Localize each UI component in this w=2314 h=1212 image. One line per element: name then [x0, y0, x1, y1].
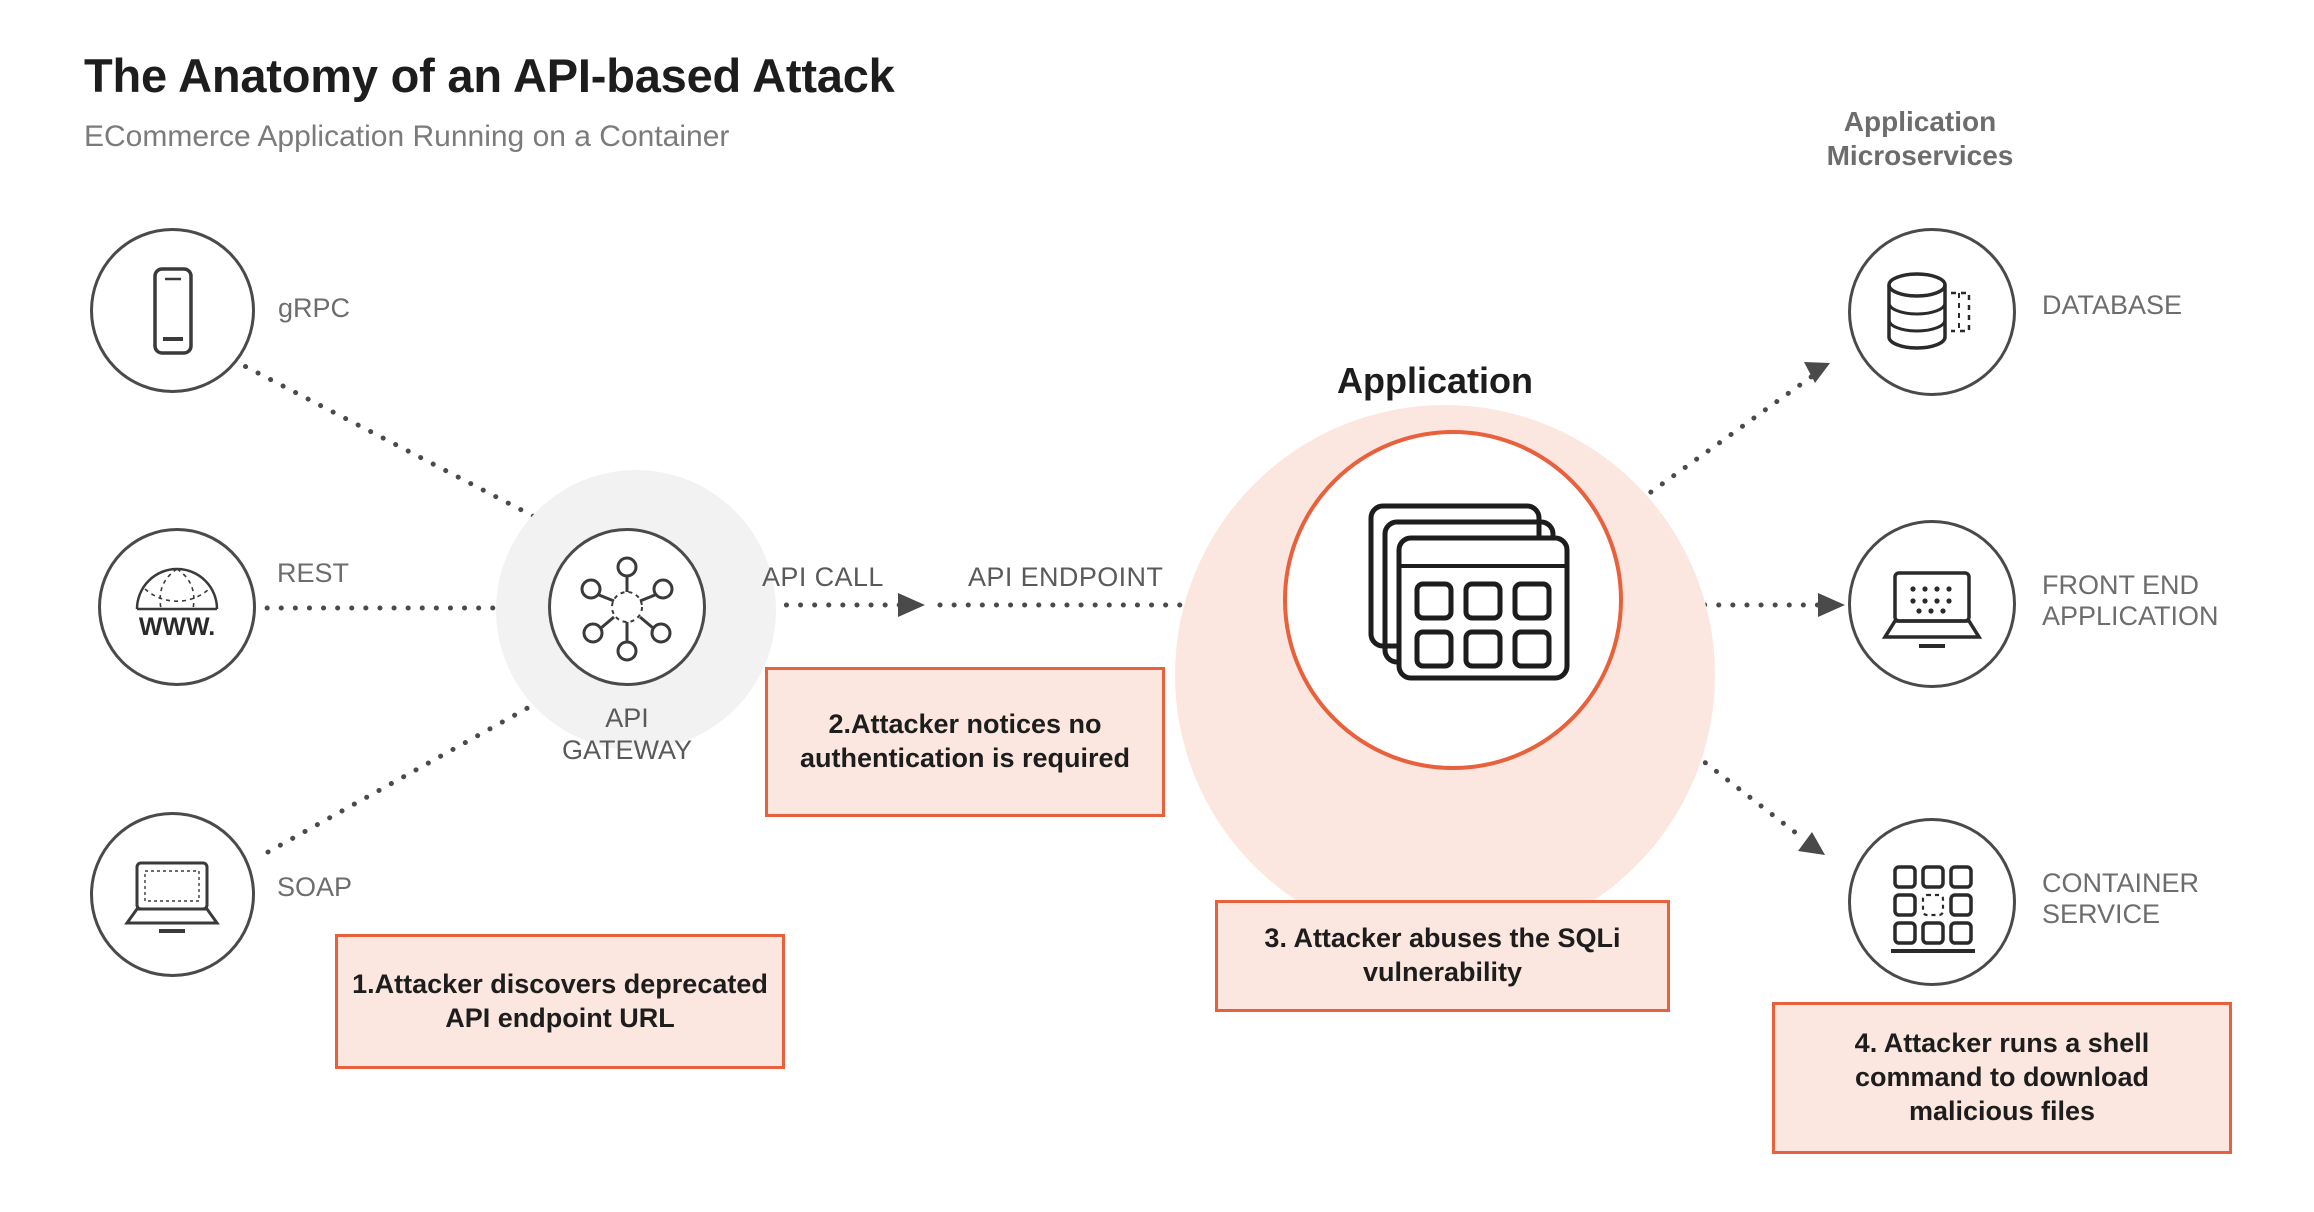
laptop-frontend-icon	[1851, 523, 2013, 685]
client-label-grpc: gRPC	[278, 293, 351, 323]
microservice-label-database: DATABASE	[2042, 290, 2183, 320]
client-node-grpc[interactable]	[90, 228, 255, 393]
mobile-phone-icon	[93, 231, 252, 390]
client-node-soap[interactable]	[90, 812, 255, 977]
application-window-grid-icon	[1287, 434, 1619, 766]
api-gateway-node[interactable]	[548, 528, 706, 686]
microservices-heading-line-2: Microservices	[1826, 139, 2014, 171]
application-heading: Application	[1337, 360, 1533, 401]
microservice-node-database[interactable]	[1848, 228, 2016, 396]
microservice-node-frontend[interactable]	[1848, 520, 2016, 688]
container-grid-icon	[1851, 821, 2013, 983]
callout-step-1: 1.Attacker discovers deprecated API endpoint URL	[335, 934, 785, 1069]
microservice-label-frontend	[2042, 570, 2302, 632]
microservice-label-frontend-line-2: APPLICATION	[2042, 601, 2219, 632]
application-node[interactable]	[1283, 430, 1623, 770]
api-gateway-label	[527, 702, 727, 767]
microservices-heading-line-1: Application	[1843, 106, 1997, 137]
client-node-rest[interactable]	[98, 528, 256, 686]
flow-label-api-call: API CALL	[762, 562, 884, 592]
microservice-node-container[interactable]	[1848, 818, 2016, 986]
page-subtitle: ECommerce Application Running on a Container	[84, 120, 730, 153]
svg-text:WWW.: WWW.	[138, 613, 216, 641]
api-gateway-label-line-2: GATEWAY	[561, 735, 692, 766]
page-title: The Anatomy of an API-based Attack	[84, 49, 895, 102]
microservice-label-container	[2042, 868, 2302, 930]
callout-step-4: 4. Attacker runs a shell command to download malicious files	[1772, 1002, 2232, 1154]
callout-step-2: 2.Attacker notices no authentication is required	[765, 667, 1165, 817]
microservice-label-frontend-line-1: FRONT END	[2042, 570, 2200, 600]
api-gateway-nodes-icon	[551, 531, 703, 683]
callout-step-3: 3. Attacker abuses the SQLi vulnerability	[1215, 900, 1670, 1012]
flow-label-api-endpoint: API ENDPOINT	[968, 562, 1164, 592]
globe-www-icon	[101, 531, 253, 683]
client-label-soap: SOAP	[277, 872, 353, 902]
microservice-label-container-line-2: SERVICE	[2042, 899, 2161, 930]
microservice-label-container-line-1: CONTAINER	[2042, 868, 2200, 898]
laptop-icon	[93, 815, 252, 974]
microservices-heading	[1760, 105, 2080, 172]
database-cylinder-icon	[1851, 231, 2013, 393]
api-gateway-label-line-1: API	[605, 703, 649, 733]
client-label-rest: REST	[277, 558, 350, 588]
